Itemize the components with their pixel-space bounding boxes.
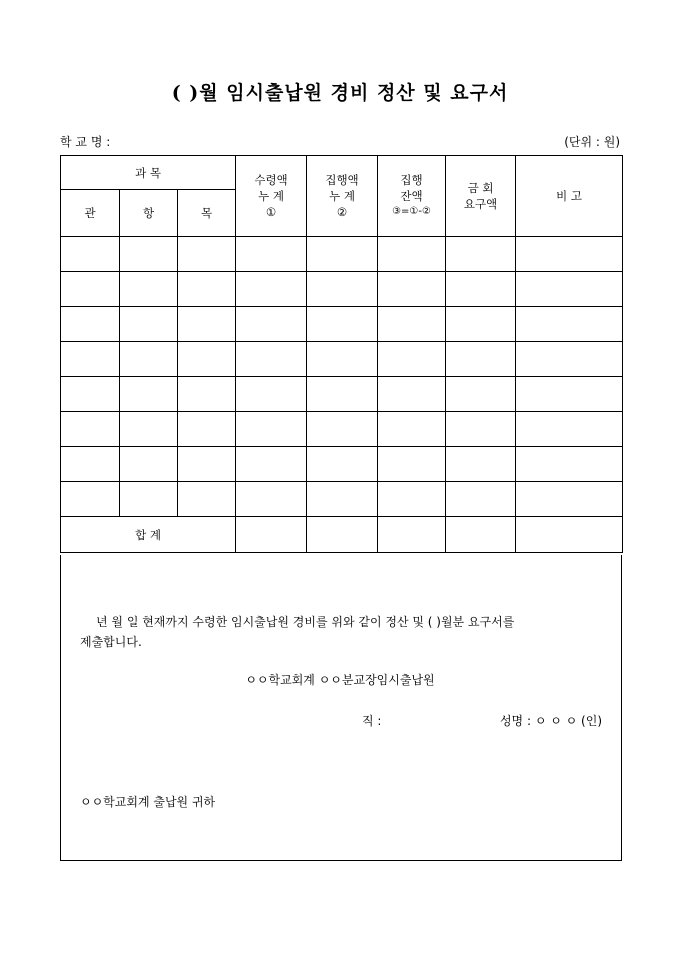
table-cell[interactable]	[236, 377, 307, 412]
header-line: 집행액	[325, 173, 359, 187]
table-cell[interactable]	[61, 237, 120, 272]
table-cell[interactable]	[120, 377, 178, 412]
unit-label: (단위 : 원)	[564, 135, 620, 149]
table-cell[interactable]	[307, 342, 378, 377]
table-cell[interactable]	[61, 482, 120, 517]
header-line: ①	[265, 205, 277, 219]
table-cell[interactable]	[446, 342, 516, 377]
subject-group-header: 과 목	[61, 156, 236, 190]
table-cell[interactable]	[120, 307, 178, 342]
col-gwan-header: 관	[61, 190, 120, 237]
header-line: 수령액	[254, 173, 288, 187]
table-cell[interactable]	[178, 342, 236, 377]
table-cell[interactable]	[61, 412, 120, 447]
addressee-line: ㅇㅇ학교회계 출납원 귀하	[80, 795, 216, 809]
table-cell[interactable]	[61, 342, 120, 377]
table-cell[interactable]	[307, 237, 378, 272]
table-cell[interactable]	[120, 447, 178, 482]
settlement-table	[60, 155, 623, 553]
table-cell[interactable]	[446, 377, 516, 412]
statement-text	[80, 612, 605, 652]
table-cell[interactable]	[446, 272, 516, 307]
table-cell[interactable]	[516, 342, 623, 377]
table-cell[interactable]	[236, 272, 307, 307]
total-row	[61, 517, 623, 553]
table-cell[interactable]	[307, 272, 378, 307]
table-row	[61, 447, 623, 482]
document-title: ( )월 임시출납원 경비 정산 및 요구서	[171, 82, 509, 104]
table-cell[interactable]	[378, 482, 446, 517]
table-row	[61, 412, 623, 447]
table-cell[interactable]	[378, 517, 446, 553]
statement-line-1: 년 월 일 현재까지 수령한 임시출납원 경비를 위와 같이 정산 및 ( )월분 요구서를	[96, 615, 515, 629]
table-cell[interactable]	[178, 482, 236, 517]
table-cell[interactable]	[446, 307, 516, 342]
table-cell[interactable]	[61, 447, 120, 482]
total-label: 합 계	[61, 517, 236, 553]
table-cell[interactable]	[236, 342, 307, 377]
signature-line: 성명 : ㅇ ㅇ ㅇ (인)	[499, 714, 602, 728]
statement-box	[60, 555, 622, 861]
col-hang-header: 항	[120, 190, 178, 237]
table-cell[interactable]	[307, 517, 378, 553]
table-cell[interactable]	[378, 307, 446, 342]
table-row	[61, 482, 623, 517]
school-name-label: 학 교 명 :	[60, 135, 111, 149]
executed-cumulative-header	[307, 156, 378, 237]
table-cell[interactable]	[307, 377, 378, 412]
header-line: ③=①-②	[392, 206, 431, 217]
table-row	[61, 307, 623, 342]
table-cell[interactable]	[178, 447, 236, 482]
table-cell[interactable]	[516, 307, 623, 342]
table-cell[interactable]	[446, 412, 516, 447]
table-cell[interactable]	[446, 482, 516, 517]
table-cell[interactable]	[236, 307, 307, 342]
table-cell[interactable]	[236, 412, 307, 447]
table-cell[interactable]	[178, 237, 236, 272]
table-cell[interactable]	[120, 482, 178, 517]
table-cell[interactable]	[446, 517, 516, 553]
table-cell[interactable]	[178, 377, 236, 412]
header-line: 금 회	[467, 181, 494, 195]
table-row	[61, 237, 623, 272]
header-line: 누 계	[258, 189, 284, 203]
table-cell[interactable]	[378, 377, 446, 412]
table-row	[61, 377, 623, 412]
table-cell[interactable]	[378, 447, 446, 482]
remarks-header: 비 고	[516, 156, 623, 237]
table-cell[interactable]	[178, 272, 236, 307]
table-cell[interactable]	[236, 237, 307, 272]
table-cell[interactable]	[446, 447, 516, 482]
received-cumulative-header	[236, 156, 307, 237]
table-cell[interactable]	[516, 272, 623, 307]
table-cell[interactable]	[516, 377, 623, 412]
table-cell[interactable]	[446, 237, 516, 272]
table-cell[interactable]	[516, 517, 623, 553]
table-cell[interactable]	[120, 412, 178, 447]
header-line: 누 계	[329, 189, 355, 203]
table-cell[interactable]	[516, 237, 623, 272]
table-cell[interactable]	[307, 447, 378, 482]
table-cell[interactable]	[307, 482, 378, 517]
table-cell[interactable]	[307, 412, 378, 447]
table-cell[interactable]	[307, 307, 378, 342]
position-label: 직 :	[362, 714, 382, 728]
table-cell[interactable]	[120, 237, 178, 272]
table-cell[interactable]	[516, 412, 623, 447]
table-cell[interactable]	[516, 447, 623, 482]
table-row	[61, 272, 623, 307]
header-line: 집행	[400, 173, 423, 187]
table-row	[61, 342, 623, 377]
table-cell[interactable]	[378, 342, 446, 377]
table-cell[interactable]	[61, 377, 120, 412]
table-cell[interactable]	[178, 307, 236, 342]
table-cell[interactable]	[378, 272, 446, 307]
table-cell[interactable]	[61, 307, 120, 342]
table-cell[interactable]	[378, 237, 446, 272]
table-cell[interactable]	[61, 272, 120, 307]
table-cell[interactable]	[516, 482, 623, 517]
col-mok-header: 목	[178, 190, 236, 237]
table-cell[interactable]	[378, 412, 446, 447]
execution-balance-header	[378, 156, 446, 237]
current-request-header	[446, 156, 516, 237]
table-cell[interactable]	[236, 482, 307, 517]
organizations-line: ㅇㅇ학교회계 ㅇㅇ분교장임시출납원	[245, 673, 435, 687]
header-line: 요구액	[463, 197, 498, 211]
header-line: 잔액	[400, 189, 423, 203]
table-cell[interactable]	[120, 342, 178, 377]
statement-line-2: 제출합니다.	[80, 635, 142, 649]
table-cell[interactable]	[178, 412, 236, 447]
table-cell[interactable]	[236, 447, 307, 482]
header-line: ②	[336, 205, 348, 219]
table-cell[interactable]	[236, 517, 307, 553]
table-cell[interactable]	[120, 272, 178, 307]
